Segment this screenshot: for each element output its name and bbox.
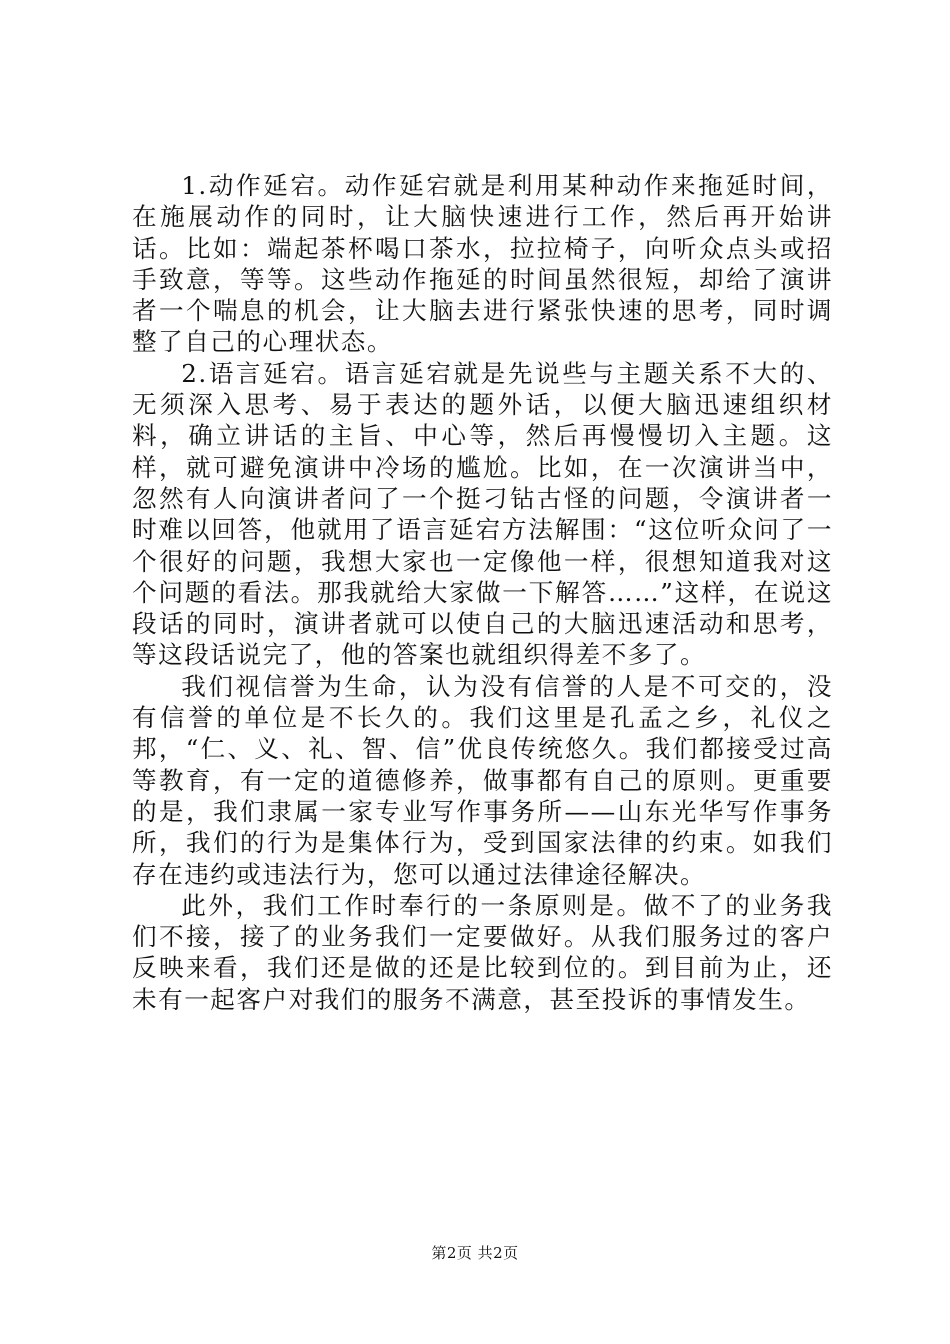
paragraph-language-delay: 2.语言延宕。语言延宕就是先说些与主题关系不大的、无须深入思考、易于表达的题外话，以便大脑迅速组织材料，确立讲话的主旨、中心等，然后再慢慢切入主题。这样，就可避免演讲中冷场的尴尬。比如，在一次演讲当中，忽然有人向演讲者问了一个挺刁钻古怪的问题，令演讲者一时难以回答，他就用了语言延宕方法解围：“这位听众问了一个很好的问题，我想大家也一定像他一样，很想知道我对这个问题的看法。那我就给大家做一下解答……”这样，在说这段话的同时，演讲者就可以使自己的大脑迅速活动和思考，等这段话说完了，他的答案也就组织得差不多了。 <box>132 358 833 670</box>
document-body <box>132 170 833 1015</box>
paragraph-credibility: 我们视信誉为生命，认为没有信誉的人是不可交的，没有信誉的单位是不长久的。我们这里是孔孟之乡，礼仪之邦，“仁、义、礼、智、信”优良传统悠久。我们都接受过高等教育，有一定的道德修养，做事都有自己的原则。更重要的是，我们隶属一家专业写作事务所——山东光华写作事务所，我们的行为是集体行为，受到国家法律的约束。如我们存在违约或违法行为，您可以通过法律途径解决。 <box>132 671 833 889</box>
paragraph-action-delay: 1.动作延宕。动作延宕就是利用某种动作来拖延时间，在施展动作的同时，让大脑快速进行工作，然后再开始讲话。比如：端起茶杯喝口茶水，拉拉椅子，向听众点头或招手致意，等等。这些动作拖延的时间虽然很短，却给了演讲者一个喘息的机会，让大脑去进行紧张快速的思考，同时调整了自己的心理状态。 <box>132 171 833 357</box>
paragraph-work-principle: 此外，我们工作时奉行的一条原则是。做不了的业务我们不接，接了的业务我们一定要做好。从我们服务过的客户反映来看，我们还是做的还是比较到位的。到目前为止，还未有一起客户对我们的服务不满意，甚至投诉的事情发生。 <box>132 890 833 1014</box>
page-number-footer: 第2页 共2页 <box>431 1244 519 1262</box>
